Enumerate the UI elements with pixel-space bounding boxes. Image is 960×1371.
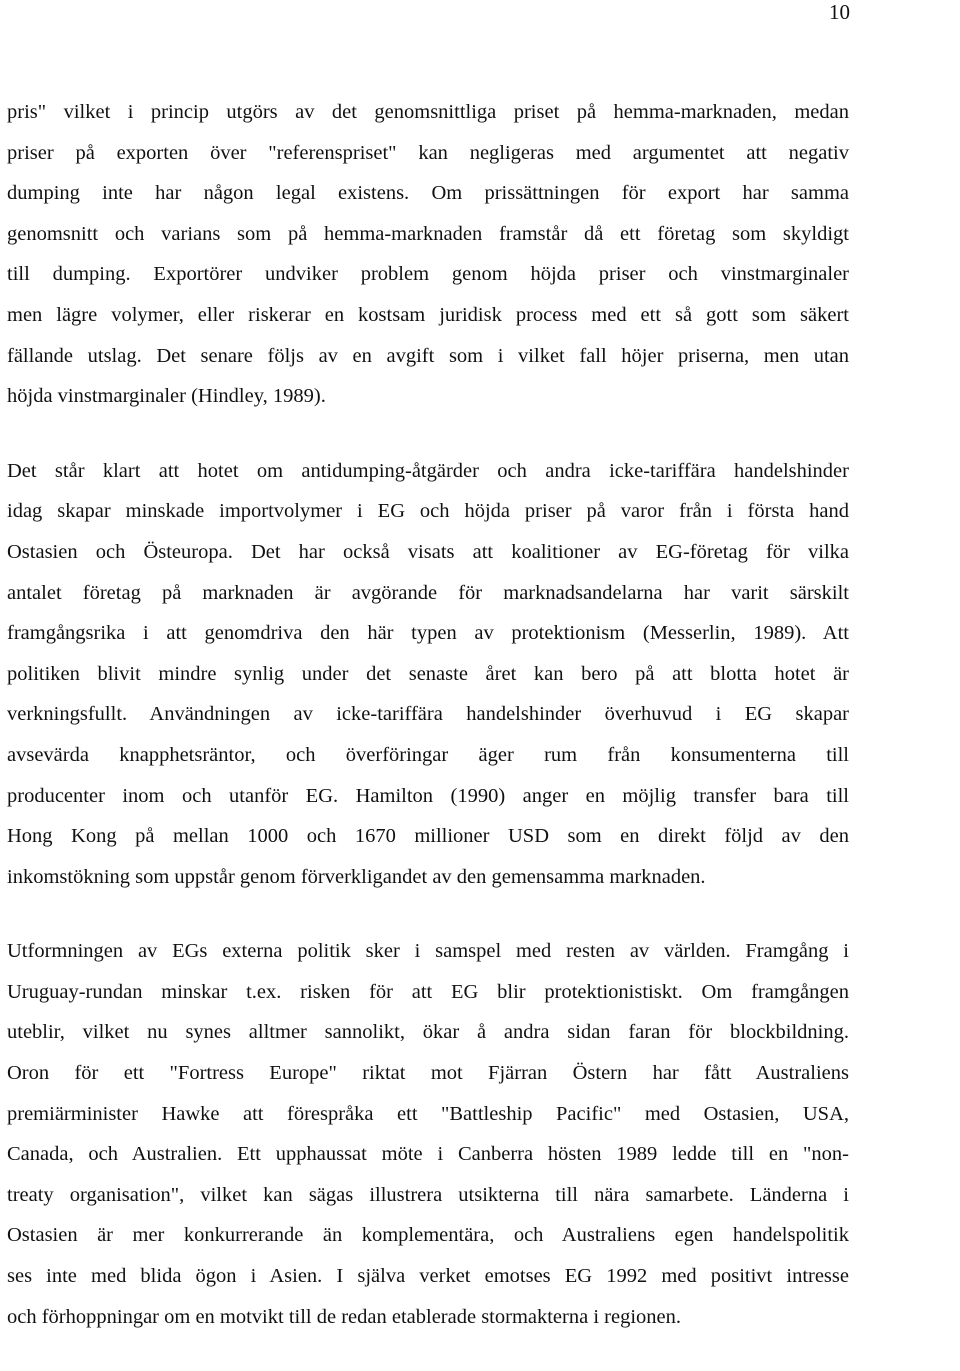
- text-line: Hong Kong på mellan 1000 och 1670 millioner USD som en direkt följd av den: [7, 825, 849, 848]
- text-line: avsevärda knapphetsräntor, och överföringar äger rum från konsumenterna till: [7, 743, 849, 766]
- page-number: 10: [829, 0, 850, 24]
- text-line: Ostasien och Östeuropa. Det har också visats att koalitioner av EG-företag för vilka: [7, 540, 849, 563]
- text-line: verkningsfullt. Användningen av icke-tariffära handelshinder överhuvud i EG skapar: [7, 703, 849, 726]
- text-line: priser på exporten över "referenspriset" kan negligeras med argumentet att negativ: [7, 141, 849, 164]
- text-line: Canada, och Australien. Ett upphaussat möte i Canberra hösten 1989 ledde till en "non-: [7, 1143, 849, 1166]
- paragraph-3: [7, 931, 849, 1337]
- text-line: antalet företag på marknaden är avgörande för marknadsandelarna har varit särskilt: [7, 581, 849, 604]
- text-line: treaty organisation", vilket kan sägas illustrera utsikterna till nära samarbete. Länderna i: [7, 1183, 849, 1206]
- text-line: Uruguay-rundan minskar t.ex. risken för att EG blir protektionistiskt. Om framgången: [7, 980, 849, 1003]
- text-line: till dumping. Exportörer undviker problem genom höjda priser och vinstmarginaler: [7, 263, 849, 286]
- text-line: idag skapar minskade importvolymer i EG och höjda priser på varor från i första hand: [7, 500, 849, 523]
- paragraph-2: [7, 451, 849, 898]
- text-line: politiken blivit mindre synlig under det senaste året kan bero på att blotta hotet är: [7, 662, 849, 685]
- text-line: producenter inom och utanför EG. Hamilton (1990) anger en möjlig transfer bara till: [7, 784, 849, 807]
- text-line: Det står klart att hotet om antidumping-åtgärder och andra icke-tariffära handelshinder: [7, 459, 849, 482]
- text-line: Oron för ett "Fortress Europe" riktat mot Fjärran Östern har fått Australiens: [7, 1062, 849, 1085]
- text-line: pris" vilket i princip utgörs av det genomsnittliga priset på hemma-marknaden, medan: [7, 101, 849, 123]
- text-line: höjda vinstmarginaler (Hindley, 1989).: [7, 385, 326, 408]
- text-line: ses inte med blida ögon i Asien. I själva verket emotses EG 1992 med positivt intresse: [7, 1265, 849, 1288]
- text-line: Ostasien är mer konkurrerande än komplementära, och Australiens egen handelspolitik: [7, 1224, 849, 1247]
- paragraph-1: [7, 92, 849, 417]
- text-line: framgångsrika i att genomdriva den här typen av protektionism (Messerlin, 1989). Att: [7, 622, 849, 645]
- text-line: uteblir, vilket nu synes alltmer sannolikt, ökar å andra sidan faran för blockbildning.: [7, 1021, 849, 1044]
- text-line: Utformningen av EGs externa politik sker i samspel med resten av världen. Framgång i: [7, 940, 849, 963]
- body-text: [7, 92, 849, 1371]
- text-line: premiärminister Hawke att förespråka ett "Battleship Pacific" med Ostasien, USA,: [7, 1102, 849, 1125]
- text-line: genomsnitt och varians som på hemma-marknaden framstår då ett företag som skyldigt: [7, 222, 849, 245]
- text-line: men lägre volymer, eller riskerar en kostsam juridisk process med ett så gott som säkert: [7, 303, 849, 326]
- text-line: dumping inte har någon legal existens. Om prissättningen för export har samma: [7, 182, 849, 205]
- text-line: fällande utslag. Det senare följs av en avgift som i vilket fall höjer priserna, men utan: [7, 344, 849, 367]
- text-line: och förhoppningar om en motvikt till de redan etablerade stormakterna i regionen.: [7, 1305, 681, 1328]
- text-line: inkomstökning som uppstår genom förverkligandet av den gemensamma marknaden.: [7, 865, 706, 888]
